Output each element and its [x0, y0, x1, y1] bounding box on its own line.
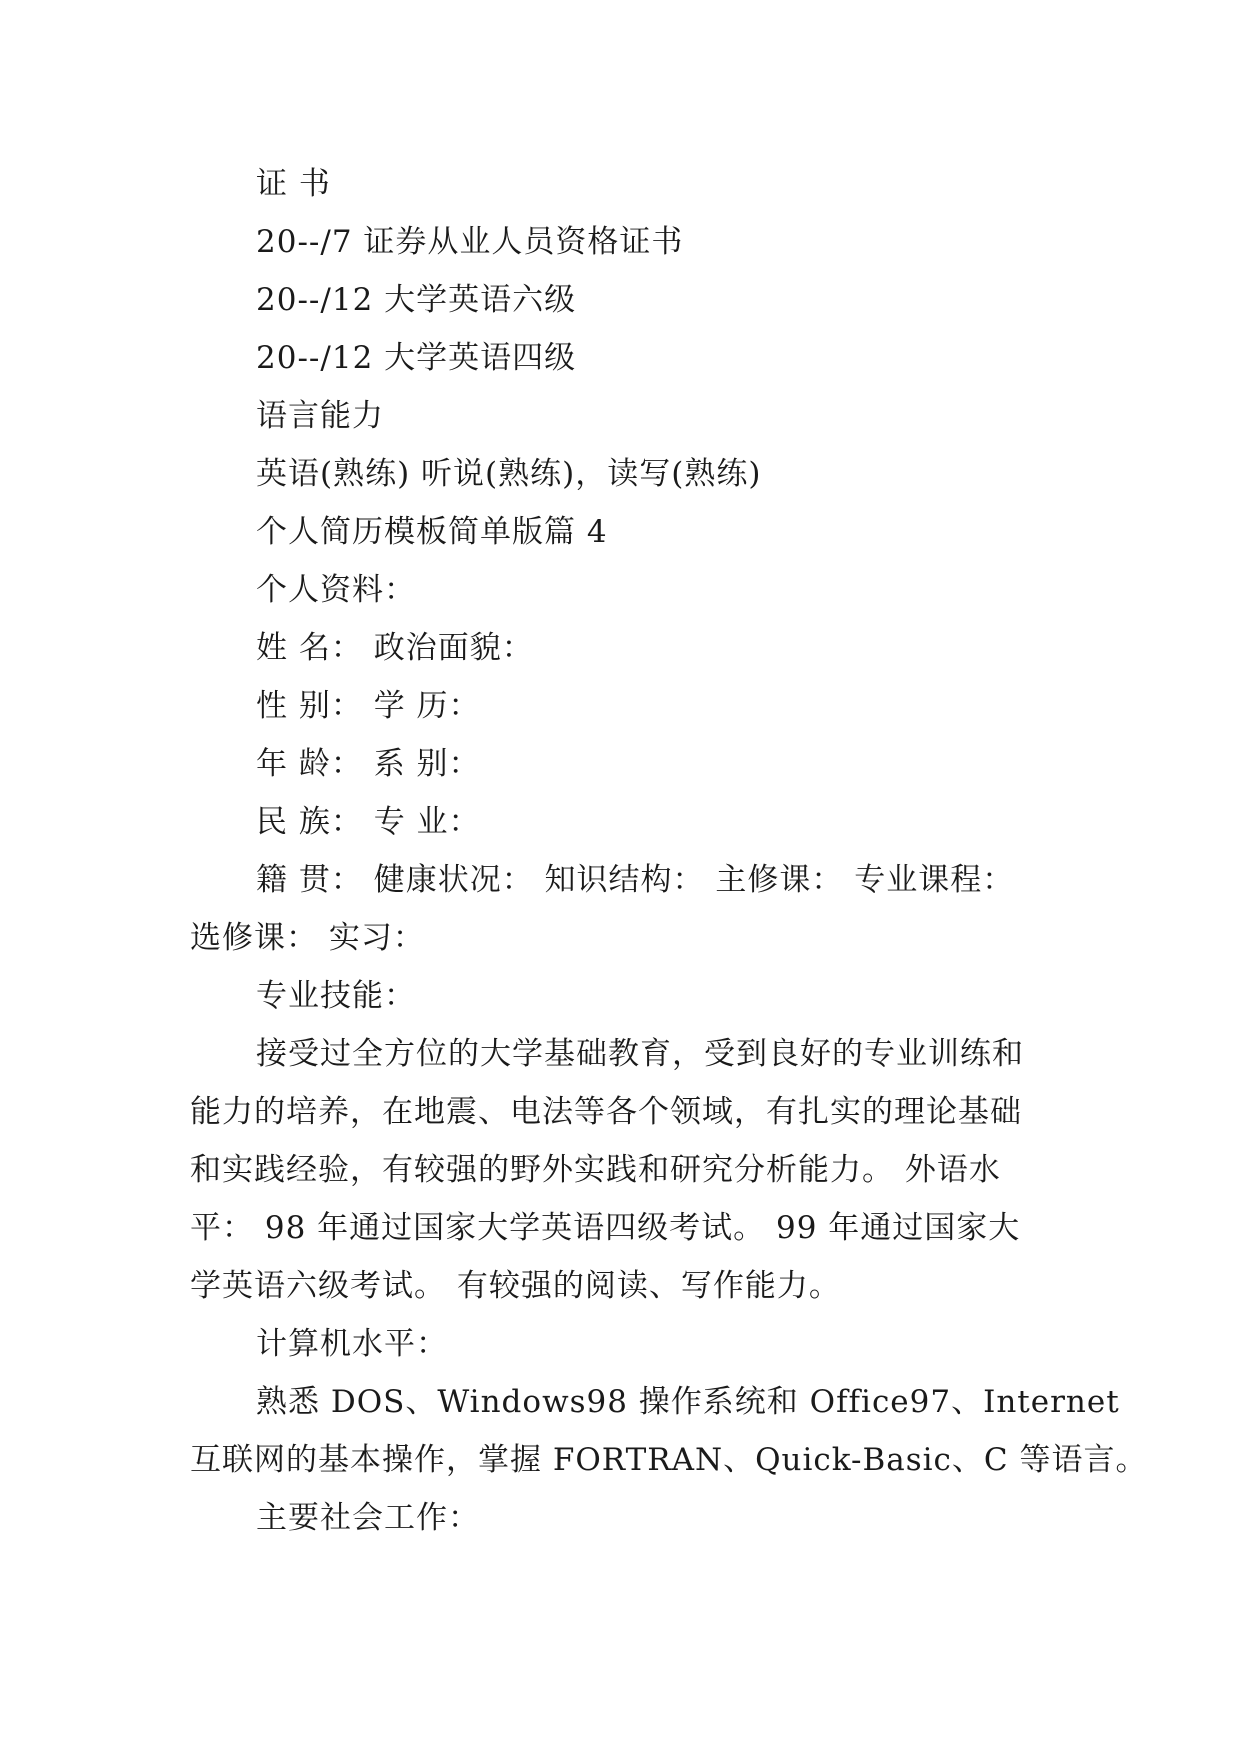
heading-certificates: 证 书 — [256, 166, 331, 202]
certificate-cet4: 20--/12 大学英语四级 — [256, 340, 577, 376]
field-origin-courses: 籍 贯： 健康状况： 知识结构： 主修课： 专业课程： — [256, 862, 1015, 898]
language-english: 英语(熟练) 听说(熟练)，读写(熟练) — [256, 456, 762, 492]
section-title: 个人简历模板简单版篇 4 — [256, 514, 608, 550]
heading-professional-skills: 专业技能： — [256, 978, 416, 1014]
field-age-department: 年 龄： 系 别： — [256, 746, 481, 782]
certificate-securities: 20--/7 证券从业人员资格证书 — [256, 224, 684, 260]
field-gender-education: 性 别： 学 历： — [256, 688, 481, 724]
skills-paragraph-line-5: 学英语六级考试。 有较强的阅读、写作能力。 — [190, 1268, 841, 1304]
heading-language: 语言能力 — [256, 398, 384, 434]
heading-social-work: 主要社会工作： — [256, 1500, 480, 1536]
skills-paragraph-line-1: 接受过全方位的大学基础教育，受到良好的专业训练和 — [256, 1036, 1024, 1072]
skills-paragraph-line-2: 能力的培养，在地震、电法等各个领域，有扎实的理论基础 — [190, 1094, 1022, 1130]
field-ethnicity-major: 民 族： 专 业： — [256, 804, 481, 840]
computer-paragraph-line-2: 互联网的基本操作，掌握 FORTRAN、Quick-Basic、C 等语言。 — [190, 1442, 1148, 1478]
certificate-cet6: 20--/12 大学英语六级 — [256, 282, 577, 318]
field-electives-internship: 选修课： 实习： — [190, 920, 425, 956]
skills-paragraph-line-3: 和实践经验，有较强的野外实践和研究分析能力。 外语水 — [190, 1152, 1001, 1188]
computer-paragraph-line-1: 熟悉 DOS、Windows98 操作系统和 Office97、Internet — [256, 1384, 1120, 1420]
heading-computer-skills: 计算机水平： — [256, 1326, 448, 1362]
skills-paragraph-line-4: 平： 98 年通过国家大学英语四级考试。 99 年通过国家大 — [190, 1210, 1021, 1246]
field-name-politics: 姓 名： 政治面貌： — [256, 630, 534, 666]
heading-personal-info: 个人资料： — [256, 572, 416, 608]
